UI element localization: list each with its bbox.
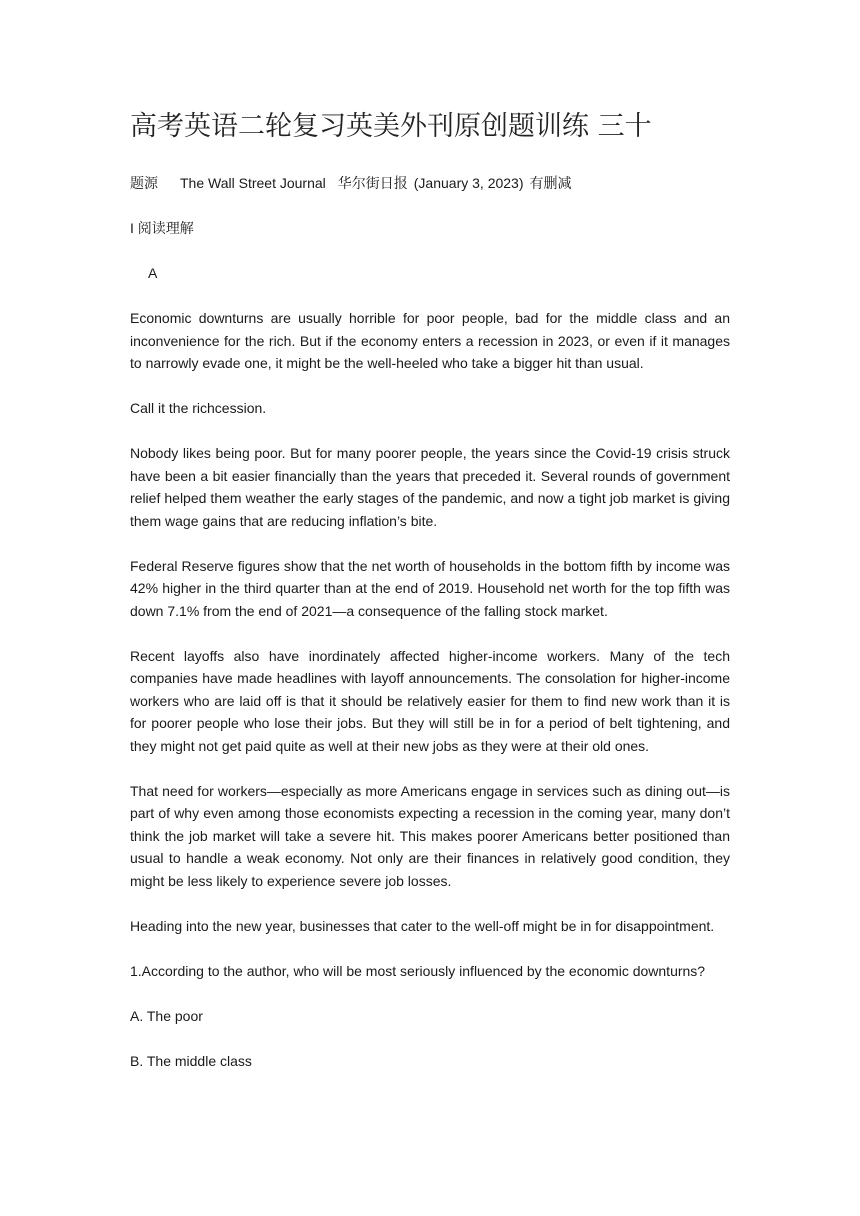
paragraph: Federal Reserve figures show that the net worth of households in the bottom fifth by income was 42% higher in the third quarter than at the end of 2019. Household net worth for the top fifth was down 7.1% from the end of 2021—a consequence of the falling stock market. (130, 557, 730, 619)
paragraph: Recent layoffs also have inordinately affected higher-income workers. Many of the tech companies have made headlines with layoff announcements. The consolation for higher-income workers who are laid off is that it should be relatively easier for them to find new work than it is for poorer people who lose their jobs. But they will still be in for a period of belt tightening, and they might not get paid quite as well at their new jobs as they were at their old ones. (130, 647, 730, 754)
source-publication: The Wall Street Journal (180, 175, 326, 191)
source-label: 题源 (130, 175, 158, 191)
question-stem: 1.According to the author, who will be most seriously influenced by the economic downturns? (130, 962, 706, 979)
paragraph: Heading into the new year, businesses that cater to the well-off might be in for disappointment. (130, 917, 715, 934)
section-heading: I 阅读理解 (130, 220, 194, 236)
passage-label: A (148, 265, 158, 281)
paragraph: Economic downturns are usually horrible for poor people, bad for the middle class and an inconvenience for the rich. But if the economy enters a recession in 2023, or even if it manages to narrowly evade one, it might be the well-heeled who take a bigger hit than usual. (130, 310, 730, 371)
paragraph: That need for workers—especially as more Americans engage in services such as dining out—is part of why even among those economists expecting a recession in the coming year, many don’t think the job market will take a severe hit. This makes poorer Americans better positioned than usual to handle a weak economy. Not only are their finances in relatively good condition, they might be less likely to experience severe job losses. (130, 782, 730, 889)
source-note: 有删减 (529, 175, 572, 191)
passage-body (130, 307, 730, 1095)
source-publication-cn: 华尔街日报 (337, 175, 408, 191)
answer-option-b: B. The middle class (130, 1052, 252, 1069)
paragraph: Call it the richcession. (130, 400, 267, 416)
paragraph: Nobody likes being poor. But for many poorer people, the years since the Covid-19 crisis struck have been a bit easier financially than the years that preceded it. Several rounds of government relief helped them weather the early stages of the pandemic, and now a tight job market is giving them wage gains that are reducing inflation’s bite. (130, 445, 730, 529)
source-date: (January 3, 2023) (413, 175, 524, 191)
source-line (130, 172, 572, 194)
answer-option-a: A. The poor (130, 1007, 203, 1024)
document-title: 高考英语二轮复习英美外刊原创题训练 三十 (130, 111, 652, 142)
